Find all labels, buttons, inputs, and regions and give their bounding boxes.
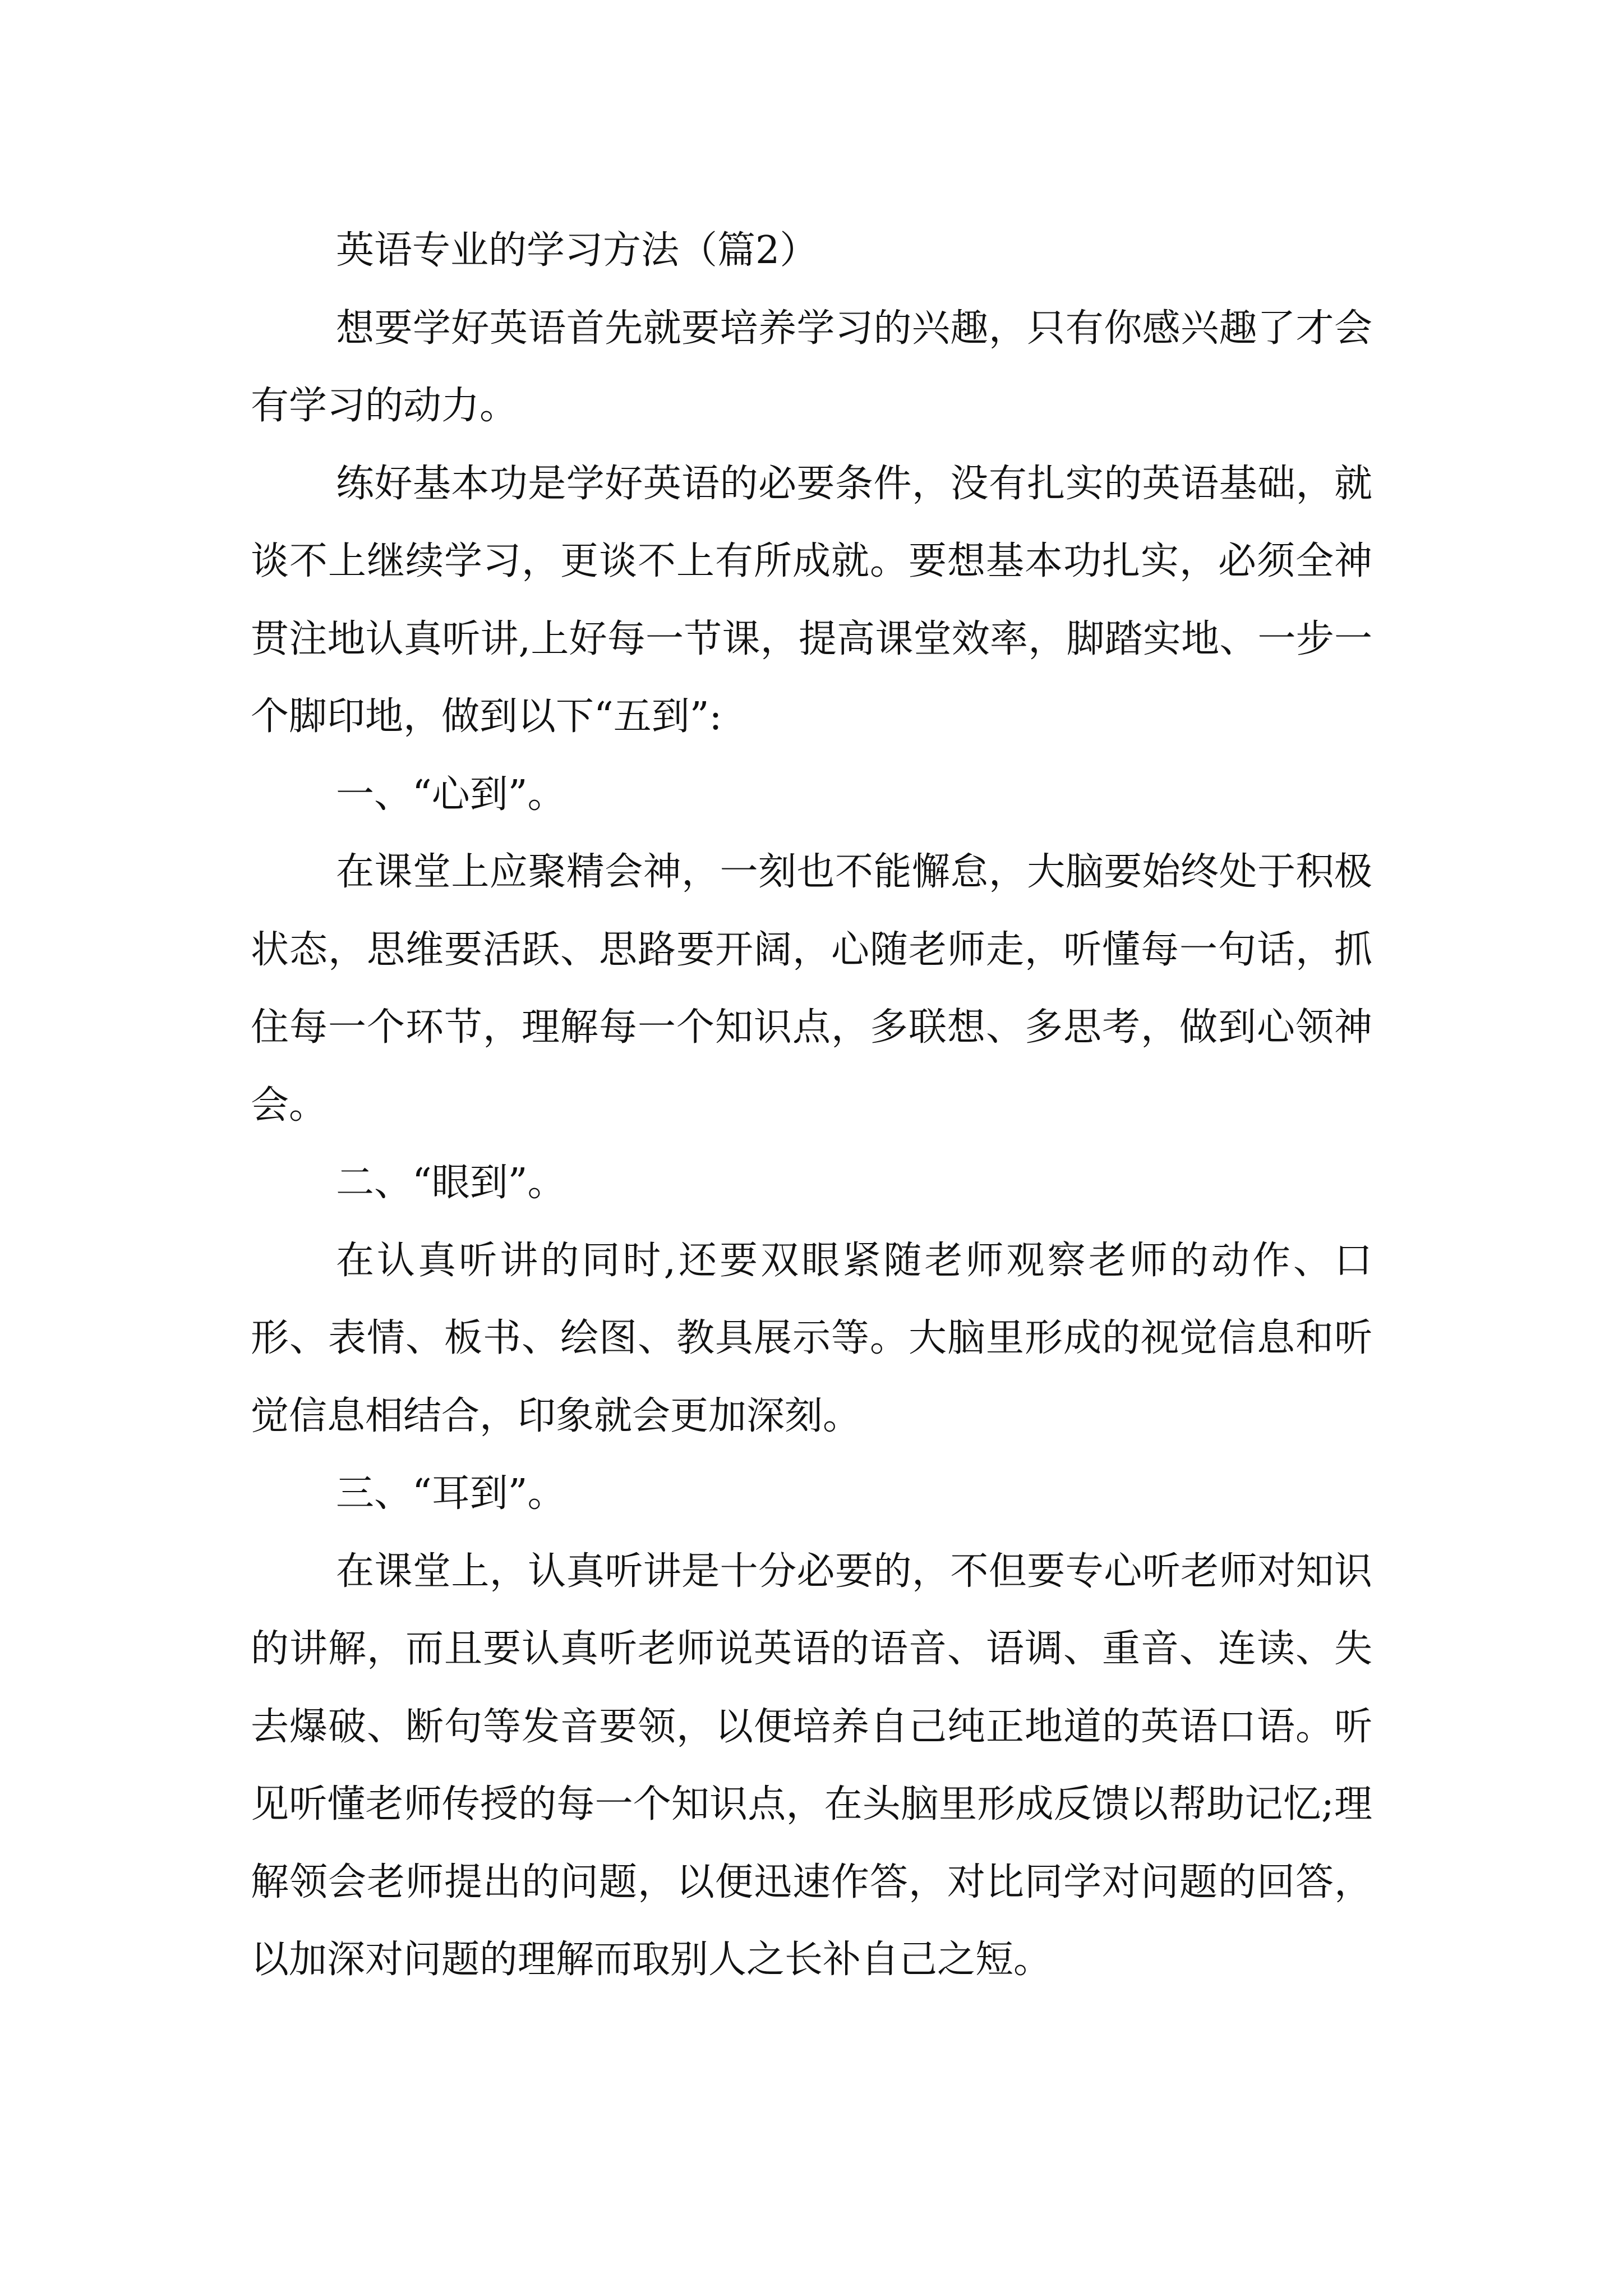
- paragraph-heart: 在课堂上应聚精会神，一刻也不能懈怠，大脑要始终处于积极状态，思维要活跃、思路要开阔，心随老师走，听懂每一句话，抓住每一个环节，理解每一个知识点，多联想、多思考，做到心领神会。: [251, 850, 1372, 1128]
- paragraph-interest: 想要学好英语首先就要培养学习的兴趣，只有你感兴趣了才会有学习的动力。: [251, 306, 1372, 428]
- heading-heart: 一、“心到”。: [336, 772, 566, 817]
- paragraph-ears: 在课堂上，认真听讲是十分必要的，不但要专心听老师对知识的讲解，而且要认真听老师说英语的语音、语调、重音、连读、失去爆破、断句等发音要领，以便培养自己纯正地道的英语口语。听见听懂老师传授的每一个知识点，在头脑里形成反馈以帮助记忆;理解领会老师提出的问题，以便迅速作答，对比同学对问题的回答，以加深对问题的理解而取别人之长补自己之短。: [251, 1549, 1372, 1982]
- heading-ears: 三、“耳到”。: [336, 1471, 566, 1516]
- document-title: 英语专业的学习方法（篇2）: [336, 228, 818, 273]
- paragraph-basic-skills: 练好基本功是学好英语的必要条件，没有扎实的英语基础，就谈不上继续学习，更谈不上有所成就。要想基本功扎实，必须全神贯注地认真听讲,上好每一节课，提高课堂效率，脚踏实地、一步一个脚印地，做到以下“五到”:: [251, 461, 1372, 739]
- heading-eyes: 二、“眼到”。: [336, 1161, 566, 1205]
- paragraph-eyes: 在认真听讲的同时,还要双眼紧随老师观察老师的动作、口形、表情、板书、绘图、教具展示等。大脑里形成的视觉信息和听觉信息相结合，印象就会更加深刻。: [251, 1238, 1372, 1438]
- document-body: [251, 212, 1372, 1999]
